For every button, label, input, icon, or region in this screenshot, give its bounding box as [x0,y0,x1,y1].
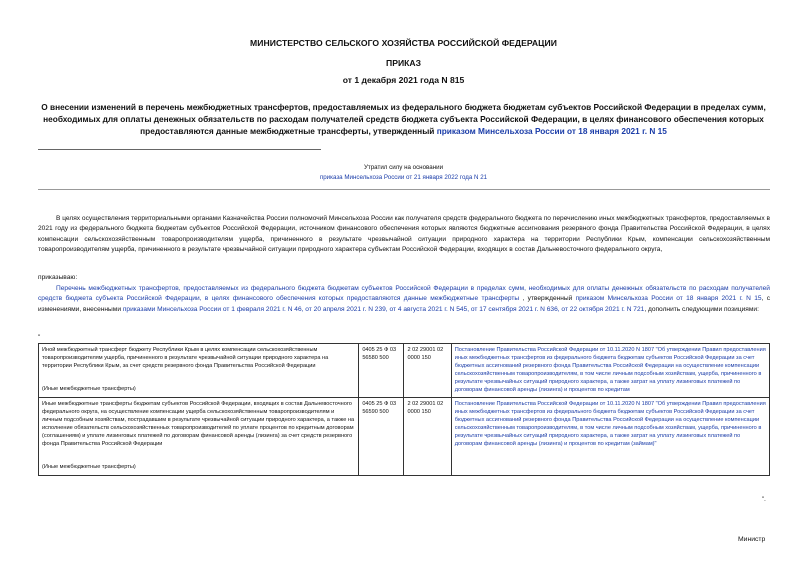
legal-basis-link[interactable]: Постановление Правительства Российской Федерации от 10.11.2020 N 1807 "Об утверждении Правил предоставления иных межбюджетных трансфертов из федерального бюджета бюджетам субъектов Российской Федерации за счет бюджетных ассигнований резервного фонда Правительства Российской Федерации на осуществление компенсации сельскохозяйственным товаропроизводителям, в том числе личным подсобным хозяйствам, ущерба, причиненного в результате чрезвычайных ситуаций природного характера, а также затрат на уплату лизинговых платежей по договорам финансовой аренды (лизинга) и процентов по кредитам [451,344,769,398]
divider-long [38,189,770,190]
document-date-number: от 1 декабря 2021 года N 815 [342,75,465,85]
amendment-text-2: , с изменениями, внесенными [38,295,770,313]
amendment-text-1: , утвержденный [519,295,576,303]
divider-short [38,149,321,150]
legal-basis-link[interactable]: Постановление Правительства Российской Федерации от 10.11.2020 N 1807 "Об утверждении Правил предоставления иных межбюджетных трансфертов из федерального бюджета бюджетам субъектов Российской Федерации за счет бюджетных ассигнований резервного фонда Правительства Российской Федерации на осуществление компенсации сельскохозяйственным товаропроизводителям, в том числе личным подсобным хозяйствам, ущерба, причиненного в результате чрезвычайных ситуаций природного характера, а также затрат на уплату лизинговых платежей по договорам финансовой аренды (лизинга) и процентов по кредитам (займам)" [451,398,769,475]
transfer-name-cell [39,398,359,475]
budget-code-cell: 0405 25 Ф 03 56590 500 [359,398,404,475]
title-order-link[interactable]: приказом Минсельхоза России от 18 января 2021 г. N 15 [436,126,667,136]
document-title [28,101,779,137]
amendment-paragraph [38,284,770,315]
order-word: приказываю: [38,274,78,281]
amending-orders-link[interactable]: приказами Минсельхоза России от 1 февраля 2021 г. N 46, от 20 апреля 2021 г. N 239, от 4 августа 2021 г. N 545, от 17 сентября 2021 г. N 636, от 22 октября 2021 г. N 721 [122,305,645,313]
ministry-heading: МИНИСТЕРСТВО СЕЛЬСКОГО ХОЗЯЙСТВА РОССИЙСКОЙ ФЕДЕРАЦИИ [250,38,557,48]
transfers-table [38,343,770,476]
document-type: ПРИКАЗ [386,58,421,68]
quote-open-mark: " [38,334,41,341]
quote-close-mark: ". [762,497,766,503]
transfer-name-cell [39,344,359,398]
transfer-name: Иной межбюджетный трансферт бюджету Республики Крым в целях компенсации сельскохозяйственным товаропроизводителям ущерба, причиненного в результате чрезвычайной ситуации природного характера на территории Республики Крым, за счет средств резервного фонда Правительства Российской Федерации [42,347,329,369]
transfer-note: (Иные межбюджетные трансферты) [42,463,136,470]
amendment-text-3: , дополнить следующими позициями: [644,305,759,313]
list-link[interactable]: Перечень межбюджетных трансфертов, предоставляемых из федерального бюджета бюджетам субъектов Российской Федерации в пределах сумм, необходимых для оплаты денежных обязательств по расходам получателей средств бюджета субъекта Российской Федерации, в целях финансового обеспечения которых предоставляются данные межбюджетные трансферты [38,285,770,303]
transfer-note: (Иные межбюджетные трансферты) [42,385,136,392]
signature-title: Министр [738,536,766,543]
budget-code-cell: 0405 25 Ф 03 56580 500 [359,344,404,398]
order-15-link[interactable]: приказом Минсельхоза России от 18 января 2021 г. N 15 [575,295,762,303]
status-text: Утратил силу на основании [363,164,444,171]
title-text: О внесении изменений в перечень межбюджетных трансфертов, предоставляемых из федерального бюджета бюджетам субъектов Российской Федерации в пределах сумм, необходимых для оплаты денежных обязательств по расходам получателей средств бюджета субъекта Российской Федерации, в целях финансового обеспечения которых предоставляются данные межбюджетные трансферты, утвержденный [41,102,766,136]
status-repeal-link[interactable]: приказа Минсельхоза России от 21 января 2022 года N 21 [319,174,488,181]
transfer-name: Иные межбюджетные трансферты бюджетам субъектов Российской Федерации, входящих в состав Дальневосточного федерального округа, на осуществление компенсации ущерба сельскохозяйственным товаропроизводителям и личным подсобным хозяйствам, пострадавшим в результате чрезвычайной ситуации природного характера, а также на исполнение обязательств сельскохозяйственных товаропроизводителей по уплате процентов по кредитным договорам (соглашениям) и уплате лизинговых платежей по договорам финансовой аренды (лизинга) за счет средств резервного фонда Правительства Российской Федерации [42,401,355,447]
table-row [39,398,770,475]
preamble-paragraph: В целях осуществления территориальными органами Казначейства России полномочий Минсельхоза России как получателя средств федерального бюджета по перечислению иных межбюджетных трансфертов, предоставляемых в 2021 году из федерального бюджета бюджетам субъектов Российской Федерации, источником финансового обеспечения которых являются бюджетные ассигнования резервного фонда Правительства Российской Федерации, в целях компенсации сельскохозяйственным товаропроизводителям ущерба, причиненного в результате чрезвычайной ситуации природного характера на территории Республики Крым, компенсации сельскохозяйственным товаропроизводителям ущерба, причиненного в результате чрезвычайной ситуации природного характера субъектам Российской Федерации, входящих в состав Дальневосточного федерального округа, [38,215,771,253]
revenue-code-cell: 2 02 29001 02 0000 150 [404,398,451,475]
revenue-code-cell: 2 02 29001 02 0000 150 [404,344,451,398]
table-row [39,344,770,398]
